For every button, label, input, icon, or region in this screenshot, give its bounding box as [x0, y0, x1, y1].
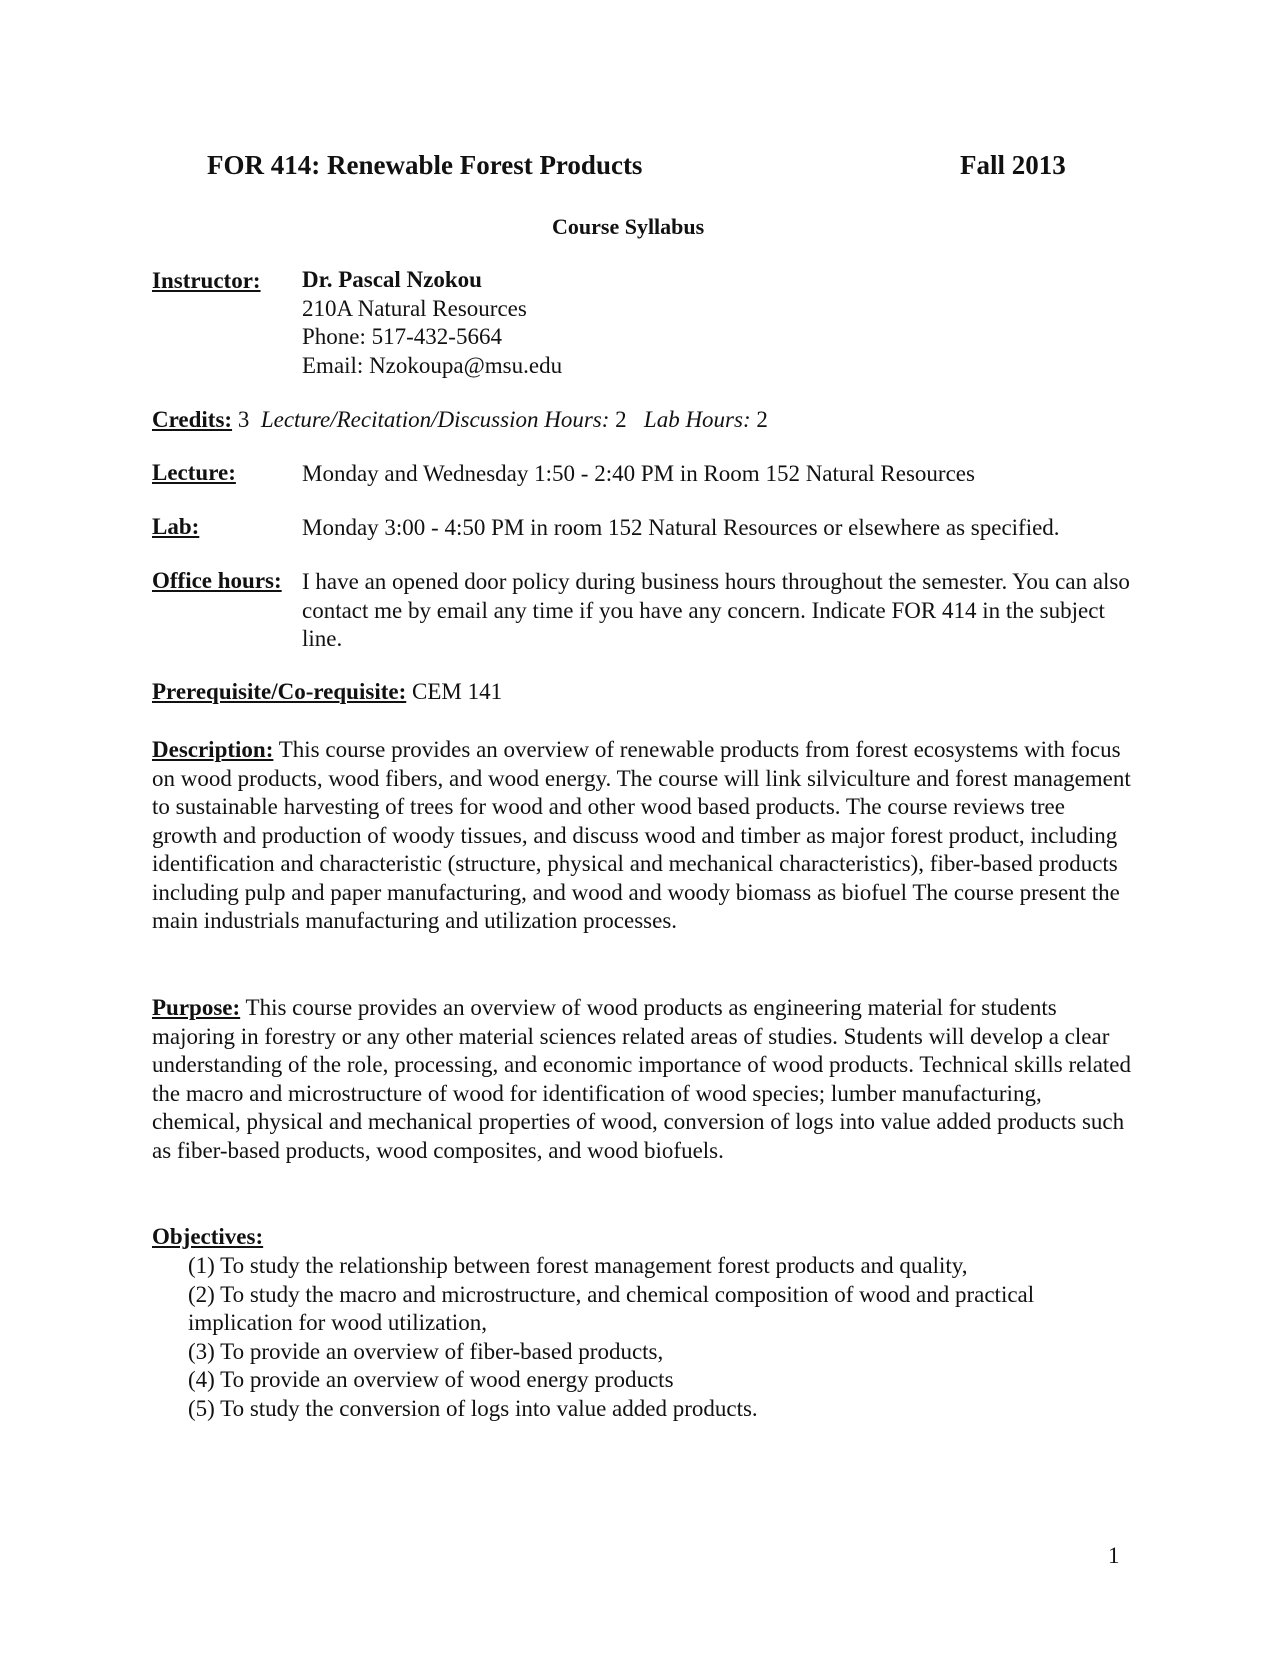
instructor-label: Instructor:: [152, 268, 261, 293]
objective-item: (1) To study the relationship between forest management forest products and quality,: [188, 1253, 968, 1278]
office-hours-text: I have an opened door policy during business hours throughout the semester. You can also contact me by email any time if you have any concern. Indicate FOR 414 in the subject line.: [302, 569, 1130, 651]
prerequisite-line: [152, 678, 502, 707]
objective-item: (5) To study the conversion of logs into value added products.: [188, 1395, 758, 1421]
credits-line: [152, 406, 768, 435]
instructor-email: Email: Nzokoupa@msu.edu: [302, 352, 563, 378]
description-paragraph: [152, 736, 1132, 936]
objective-item: (3) To provide an overview of fiber-based products,: [188, 1338, 664, 1364]
prerequisite-label: Prerequisite/Co-requisite:: [152, 679, 407, 704]
course-title: FOR 414: Renewable Forest Products: [207, 150, 643, 180]
credits-value: 3: [237, 407, 250, 432]
lab-hours-value: 2: [756, 407, 768, 432]
instructor-phone: Phone: 517-432-5664: [302, 324, 502, 349]
credits-label: Credits:: [152, 407, 233, 432]
lecture-label: Lecture:: [152, 460, 236, 485]
objectives-label: Objectives:: [152, 1224, 264, 1249]
purpose-label: Purpose:: [152, 995, 241, 1020]
lab-text: Monday 3:00 - 4:50 PM in room 152 Natural Resources or elsewhere as specified.: [302, 515, 1060, 540]
instructor-office: 210A Natural Resources: [302, 295, 527, 321]
lecture-hours-label: Lecture/Recitation/Discussion Hours:: [260, 407, 610, 432]
objective-item: implication for wood utilization,: [188, 1310, 487, 1335]
objectives-list: [188, 1252, 1148, 1423]
term: Fall 2013: [960, 150, 1066, 180]
lecture-text: Monday and Wednesday 1:50 - 2:40 PM in Room 152 Natural Resources: [302, 461, 975, 486]
page-subtitle: Course Syllabus: [552, 214, 705, 239]
page-number: 1: [1108, 1543, 1120, 1568]
instructor-name: Dr. Pascal Nzokou: [302, 267, 482, 292]
objective-item: (4) To provide an overview of wood energy products: [188, 1367, 674, 1392]
description-label: Description:: [152, 737, 274, 762]
instructor-block: [302, 266, 902, 380]
office-hours-label: Office hours:: [152, 568, 282, 593]
purpose-paragraph: [152, 994, 1132, 1165]
description-text: This course provides an overview of renewable products from forest ecosystems with focus on wood products, wood fibers, and wood energy. The course will link silviculture and forest management to sustainable harvesting of trees for wood and other wood based products. The course reviews tree growth and production of woody tissues, and discuss wood and timber as major forest product, including identification and characteristic (structure, physical and mechanical characteristics), fiber-based products including pulp and paper manufacturing, and wood and woody biomass as biofuel The course present the main industrials manufacturing and utilization processes.: [152, 737, 1131, 933]
lab-label: Lab:: [152, 514, 200, 539]
lab-hours-label: Lab Hours:: [643, 407, 751, 432]
lecture-hours-value: 2: [615, 407, 627, 432]
purpose-text: This course provides an overview of wood products as engineering material for students majoring in forestry or any other material sciences related areas of studies. Students will develop a clear understanding of the role, processing, and economic importance of wood products. Technical skills related the macro and microstructure of wood for identification of wood species; lumber manufacturing, chemical, physical and mechanical properties of wood, conversion of logs into value added products such as fiber-based products, wood composites, and wood biofuels.: [152, 995, 1132, 1163]
prerequisite-text: CEM 141: [412, 679, 503, 704]
objective-item: (2) To study the macro and microstructure, and chemical composition of wood and practical: [188, 1281, 1035, 1307]
